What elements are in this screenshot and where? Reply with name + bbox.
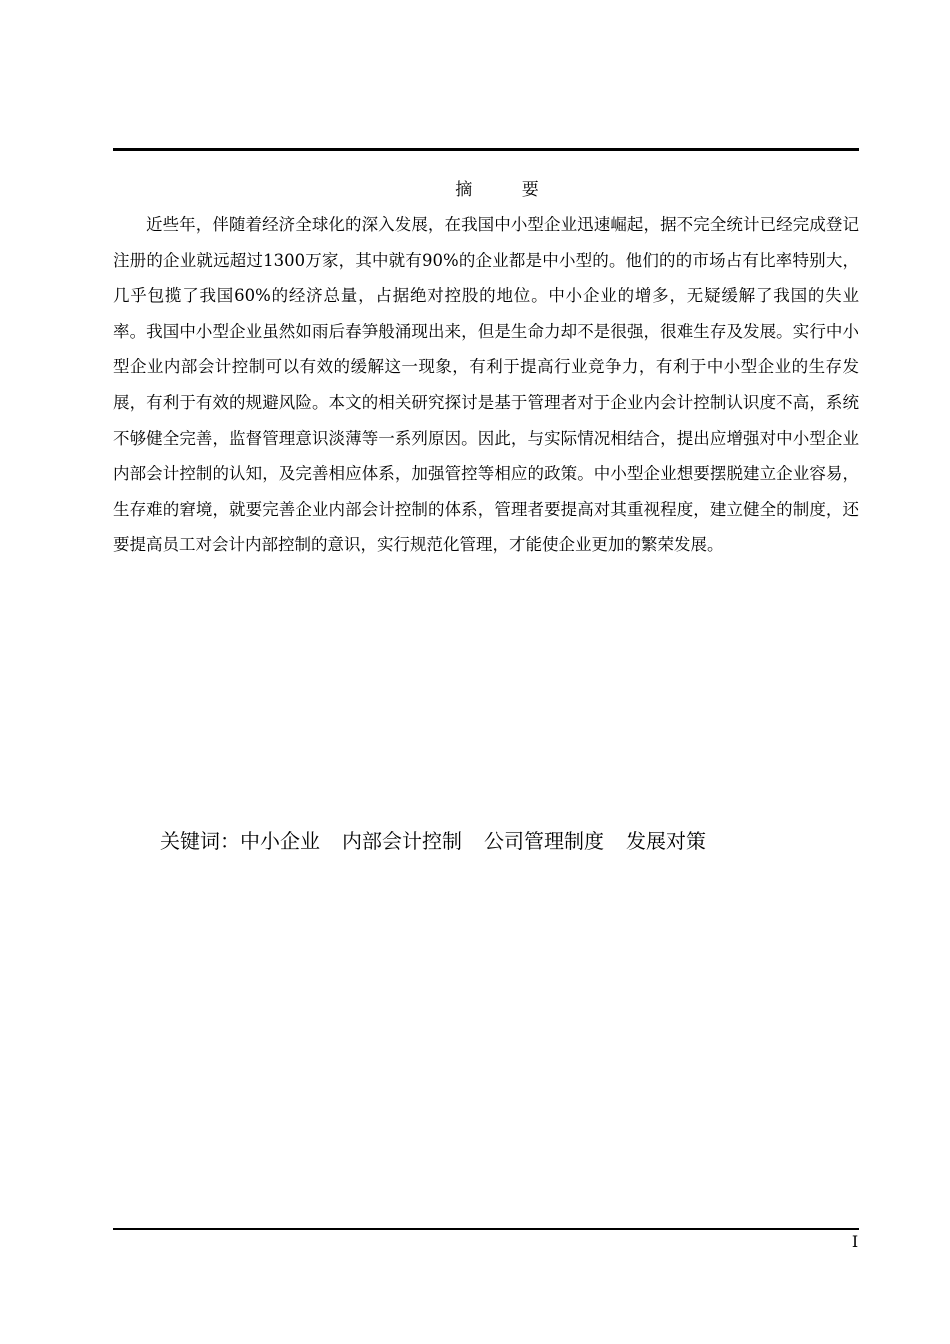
keywords-line — [160, 824, 900, 858]
header-rule — [113, 148, 859, 151]
keyword-item: 内部会计控制 — [342, 829, 462, 853]
keyword-item: 中小企业 — [240, 829, 320, 853]
keywords-label: 关键词： — [160, 829, 240, 853]
page-number: I — [851, 1232, 859, 1251]
abstract-title: 摘 要 — [455, 180, 561, 200]
abstract-paragraph: 近些年，伴随着经济全球化的深入发展，在我国中小型企业迅速崛起，据不完全统计已经完成登记注册的企业就远超过1300万家，其中就有90%的企业都是中小型的。他们的的市场占有比率特别大，几乎包揽了我国60%的经济总量，占据绝对控股的地位。中小企业的增多，无疑缓解了我国的失业率。我国中小型企业虽然如雨后春笋般涌现出来，但是生命力却不是很强，很难生存及发展。实行中小型企业内部会计控制可以有效的缓解这一现象，有利于提高行业竞争力，有利于中小型企业的生存发展，有利于有效的规避风险。本文的相关研究探讨是基于管理者对于企业内会计控制认识度不高，系统不够健全完善，监督管理意识淡薄等一系列原因。因此，与实际情况相结合，提出应增强对中小型企业内部会计控制的认知，及完善相应体系，加强管控等相应的政策。中小型企业想要摆脱建立企业容易，生存难的窘境，就要完善企业内部会计控制的体系，管理者要提高对其重视程度，建立健全的制度，还要提高员工对会计内部控制的意识，实行规范化管理，才能使企业更加的繁荣发展。 — [113, 215, 859, 555]
footer-rule — [113, 1228, 859, 1230]
keyword-item: 公司管理制度 — [484, 829, 604, 853]
keyword-item: 发展对策 — [626, 829, 706, 853]
